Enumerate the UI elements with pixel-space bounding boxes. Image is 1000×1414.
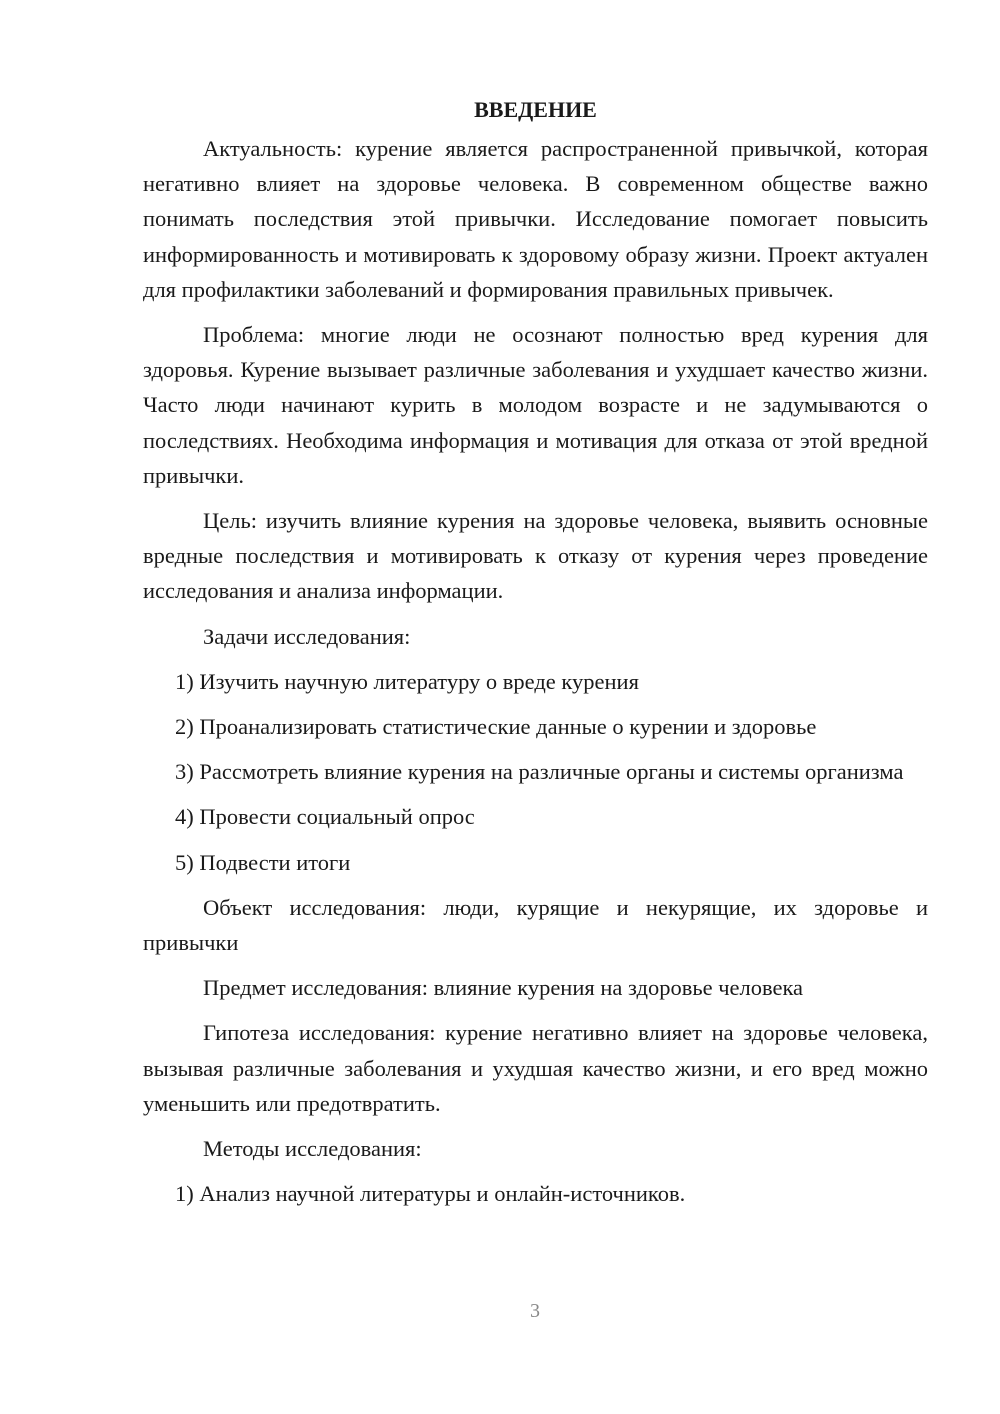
- relevance-paragraph: Актуальность: курение является распространенной привычкой, которая негативно влияет на здоровье человека. В современном обществе важно понимать последствия этой привычки. Исследование помогает повысить информированность и мотивировать к здоровому образу жизни. Проект актуален для профилактики заболеваний и формирования правильных привычек.: [143, 136, 928, 302]
- task-item: 1) Изучить научную литературу о вреде курения: [175, 668, 639, 694]
- task-item: 5) Подвести итоги: [175, 849, 351, 875]
- document-page: [143, 92, 928, 1221]
- task-item: 3) Рассмотреть влияние курения на различные органы и системы организма: [175, 759, 904, 785]
- object-paragraph: Объект исследования: люди, курящие и некурящие, их здоровье и привычки: [143, 894, 928, 956]
- section-heading: ВВЕДЕНИЕ: [474, 97, 597, 122]
- task-item: 2) Проанализировать статистические данные о курении и здоровье: [175, 714, 817, 740]
- page-number: 3: [530, 1300, 540, 1322]
- hypothesis-paragraph: Гипотеза исследования: курение негативно влияет на здоровье человека, вызывая различные заболевания и ухудшая качество жизни, и его вред можно уменьшить или предотвратить.: [143, 1020, 928, 1116]
- task-item: 4) Провести социальный опрос: [175, 804, 475, 830]
- problem-paragraph: Проблема: многие люди не осознают полностью вред курения для здоровья. Курение вызывает различные заболевания и ухудшает качество жизни. Часто люди начинают курить в молодом возрасте и не задумываются о последствиях. Необходима информация и мотивация для отказа от этой вредной привычки.: [143, 322, 928, 488]
- method-item: 1) Анализ научной литературы и онлайн-источников.: [175, 1181, 686, 1207]
- subject-paragraph: Предмет исследования: влияние курения на здоровье человека: [203, 975, 804, 1001]
- goal-paragraph: Цель: изучить влияние курения на здоровье человека, выявить основные вредные последствия и мотивировать к отказу от курения через проведение исследования и анализа информации.: [143, 508, 928, 604]
- methods-title: Методы исследования:: [203, 1136, 422, 1162]
- tasks-title: Задачи исследования:: [203, 623, 411, 649]
